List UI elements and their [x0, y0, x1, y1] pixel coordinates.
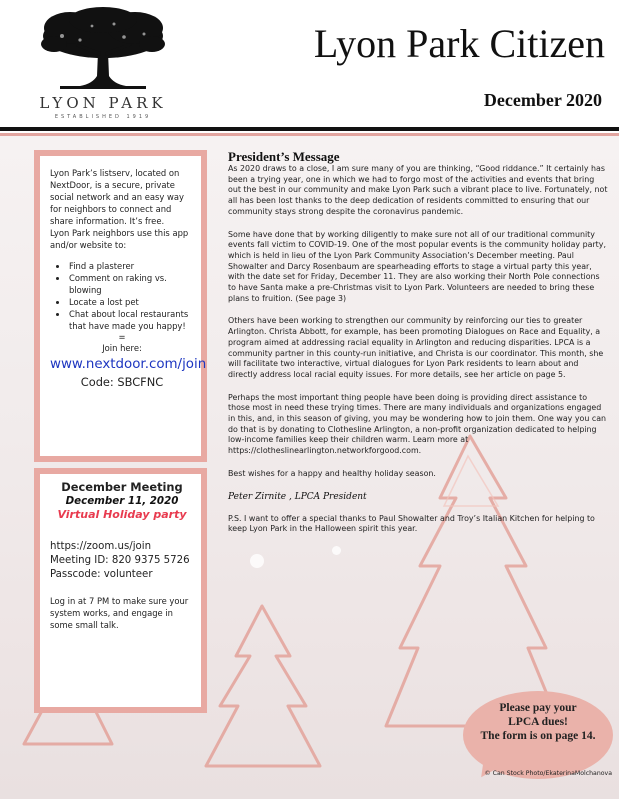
lyon-park-logo: [28, 6, 178, 124]
equals-sign: =: [118, 332, 126, 342]
article-paragraph: As 2020 draws to a close, I am sure many of you are thinking, “Good riddance.” It certainly has been a trying year, one in which we had to forgo most of the activities and events that bring out the best in our community and make Lyon Park such a vibrant place to live. Fortunately, not all has been lost thanks to the deep dedication of residents committed to ensuring that our community stays strong despite the coronavirus pandemic.: [228, 164, 608, 216]
article-paragraph: Best wishes for a happy and healthy holiday season.: [228, 468, 436, 478]
meeting-id: Meeting ID: 820 9375 5726: [50, 555, 190, 566]
postscript: P.S. I want to offer a special thanks to Paul Showalter and Troy’s Italian Kitchen for helping to keep Lyon Park in the Halloween spirit this year.: [228, 513, 595, 534]
meeting-details: [50, 540, 194, 582]
dues-line: Please pay your: [499, 702, 577, 714]
list-item: • Find a plasterer: [68, 260, 194, 272]
article-heading: President’s Message: [228, 149, 340, 164]
dues-line: LPCA dues!: [508, 716, 568, 728]
join-code: Code: SBCFNC: [80, 375, 164, 389]
logo-wordmark: LYON PARK: [39, 94, 167, 112]
list-item: • Chat about local restaurants that have made you happy!: [68, 308, 194, 332]
article-paragraph: Some have done that by working diligently to make sure not all of our traditional community events fall victim to COVID-19. One of the most popular events is the community holiday party, which is held in lieu of the Lyon Park Community Association’s December meeting. Paul Showalter and Darcy Rosenbaum are spearheading efforts to stage a virtual party this year, with the date set for Friday, December 11. They are also working their North Pole connections to have Santa make a pre-Christmas visit to Lyon Park. Volunteers are needed to bring these plans to fruition. (See page 3): [228, 229, 606, 303]
meeting-note: Log in at 7 PM to make sure your system works, and engage in some small talk.: [50, 596, 189, 630]
article-paragraph: Perhaps the most important thing people have been doing is providing direct assistance to those most in need these trying times. There are many individuals and organizations engaged in this, and, in this season of giving, you may be wondering how to join them. One way you can do that is by donating to Clothesline Arlington, a non-profit organization dedicated to helping low-income families keep their children warm. Learn more at https://clotheslinearlington.networkforgood.com.: [228, 392, 607, 456]
logo-established: ESTABLISHED 1919: [54, 114, 152, 120]
meeting-date: December 11, 2020: [65, 495, 179, 507]
listserv-use-line: Lyon Park neighbors use this app and/or website to:: [50, 228, 189, 250]
newsletter-title: Lyon Park Citizen: [313, 21, 605, 66]
dues-callout-text: [463, 701, 613, 743]
list-item: • Comment on raking vs. blowing: [68, 272, 194, 296]
dues-line: The form is on page 14.: [480, 730, 596, 742]
december-meeting-box: [34, 468, 207, 713]
list-item: • Locate a lost pet: [68, 296, 194, 308]
listserv-intro: Lyon Park’s listserv, located on NextDoor, is a secure, private social network and an easy way for neighbors to connect and share information. It’s free.: [50, 168, 184, 226]
signature: Peter Zirnite , LPCA President: [228, 491, 367, 502]
article-paragraph: Others have been working to strengthen our community by reinforcing our ties to greater Arlington. Christa Abbott, for example, has been promoting Dialogues on Race and Equality, a program aimed at addressing racial equality in Arlington and reducing disparities. LPCA is a community partner in this county-run initiative, and Christa is our coordinator. This month, she will facilitate two interactive, virtual dialogues for Lyon Park residents to learn about and directly address local racial equity issues. For more details, see her article on page 5.: [228, 316, 604, 379]
meeting-title: December Meeting: [61, 480, 183, 494]
nextdoor-join-link[interactable]: www.nextdoor.com/join: [50, 357, 207, 372]
join-label: Join here:: [102, 343, 142, 353]
meeting-event-name: Virtual Holiday party: [57, 508, 187, 521]
oak-tree-icon: [40, 6, 166, 94]
presidents-message: [228, 149, 608, 547]
masthead: [0, 0, 619, 130]
nextdoor-listserv-box: [34, 150, 207, 462]
meeting-passcode: Passcode: volunteer: [50, 569, 153, 580]
header-rule: [0, 127, 619, 131]
listserv-uses-list: [50, 260, 194, 332]
issue-date: December 2020: [483, 90, 602, 110]
photo-credit: © Can Stock Photo/EkaterinaMolchanova: [484, 770, 612, 777]
zoom-link[interactable]: https://zoom.us/join: [50, 541, 152, 552]
